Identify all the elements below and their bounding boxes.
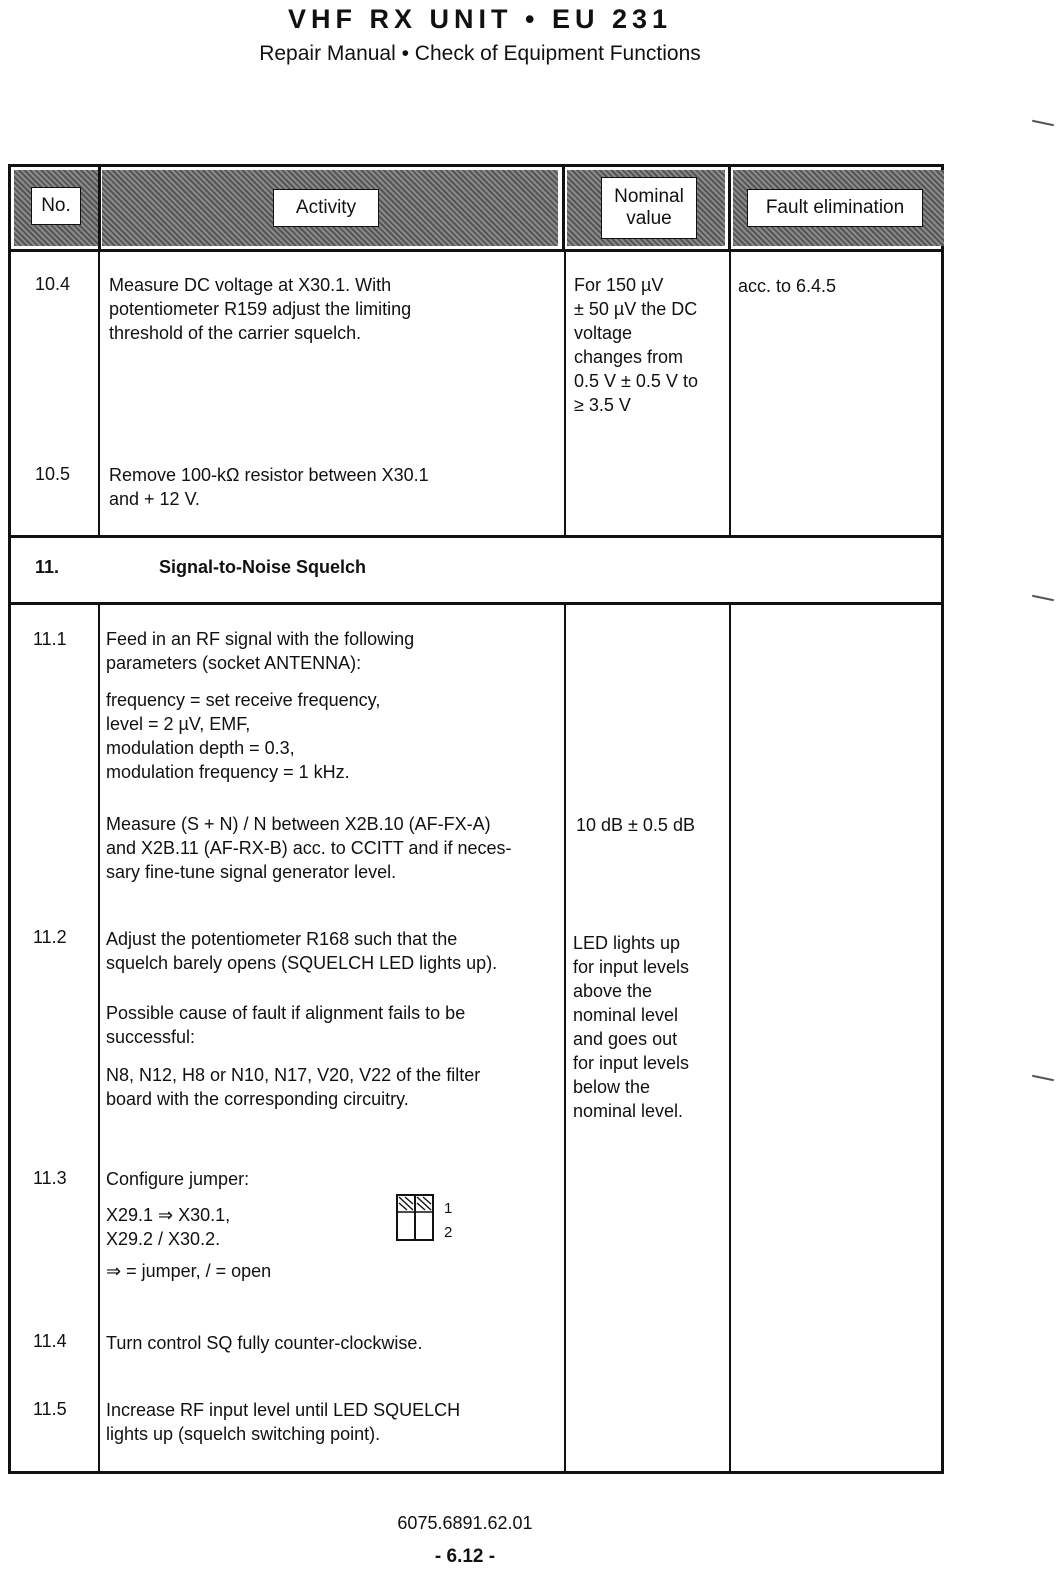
column-divider (98, 167, 101, 249)
activity-line: board with the corresponding circuitry. (106, 1089, 409, 1109)
nominal-line: nominal level (573, 1005, 679, 1025)
check-table (8, 164, 944, 1474)
col-header-nominal-line2: value (626, 208, 672, 229)
col-header-fault: Fault elimination (747, 189, 923, 227)
margin-mark (1032, 1075, 1054, 1082)
column-divider (564, 605, 566, 1471)
nominal-line: for input levels (573, 1053, 690, 1073)
nominal-line: for input levels (573, 957, 690, 977)
row-number: 11.3 (33, 1168, 67, 1188)
nominal-line: ± 50 µV the DC (574, 299, 698, 319)
section-number: 11. (35, 557, 60, 577)
column-divider (564, 252, 566, 535)
activity-line: Remove 100-kΩ resistor between X30.1 (109, 465, 429, 485)
nominal-line: and goes out (573, 1029, 678, 1049)
activity-line: Turn control SQ fully counter-clockwise. (106, 1333, 423, 1353)
document-code: 6075.6891.62.01 (397, 1513, 533, 1533)
activity-line: Increase RF input level until LED SQUELCH (106, 1400, 461, 1420)
page-title: VHF RX UNIT • EU 231 (287, 4, 672, 34)
activity-line: X29.2 / X30.2. (106, 1229, 221, 1249)
activity-line: modulation depth = 0.3, (106, 738, 295, 758)
jumper-label-1: 1 (444, 1200, 453, 1217)
col-header-nominal-line1: Nominal (614, 186, 684, 207)
activity-line: Configure jumper: (106, 1169, 250, 1189)
activity-line: Adjust the potentiometer R168 such that the (106, 929, 458, 949)
column-divider (728, 167, 731, 249)
nominal-line: 10 dB ± 0.5 dB (576, 815, 695, 835)
page-subtitle: Repair Manual • Check of Equipment Functions (259, 42, 701, 65)
activity-line: threshold of the carrier squelch. (109, 323, 362, 343)
activity-line: squelch barely opens (SQUELCH LED lights up). (106, 953, 498, 973)
row-number: 11.1 (33, 629, 67, 649)
activity-line: N8, N12, H8 or N10, N17, V20, V22 of the filter (106, 1065, 481, 1085)
nominal-line: below the (573, 1077, 651, 1097)
nominal-line: ≥ 3.5 V (574, 395, 631, 415)
activity-line: ⇒ = jumper, / = open (106, 1261, 272, 1281)
nominal-line: For 150 µV (574, 275, 664, 295)
nominal-line: changes from (574, 347, 684, 367)
column-divider (562, 167, 565, 249)
activity-line: level = 2 µV, EMF, (106, 714, 251, 734)
row-number: 10.4 (35, 274, 71, 294)
activity-line: parameters (socket ANTENNA): (106, 653, 362, 673)
activity-line: frequency = set receive frequency, (106, 690, 381, 710)
jumper-diagram (396, 1194, 436, 1242)
col-header-no: No. (31, 187, 81, 225)
jumper-label-2: 2 (444, 1224, 453, 1241)
column-divider (98, 252, 100, 535)
activity-line: potentiometer R159 adjust the limiting (109, 299, 412, 319)
activity-line: Possible cause of fault if alignment fails to be (106, 1003, 466, 1023)
activity-line: sary fine-tune signal generator level. (106, 862, 397, 882)
activity-line: and X2B.11 (AF-RX-B) acc. to CCITT and if neces- (106, 838, 512, 858)
nominal-line: LED lights up (573, 933, 681, 953)
row-number: 11.2 (33, 927, 67, 947)
col-header-activity: Activity (273, 189, 379, 227)
column-divider (98, 605, 100, 1471)
header-bottom-rule (11, 249, 941, 252)
margin-mark (1032, 120, 1054, 127)
activity-line: and + 12 V. (109, 489, 200, 509)
activity-line: Measure (S + N) / N between X2B.10 (AF-FX-A) (106, 814, 491, 834)
row-number: 10.5 (35, 464, 71, 484)
section-top-rule (11, 535, 941, 538)
activity-line: Measure DC voltage at X30.1. With (109, 275, 392, 295)
nominal-line: above the (573, 981, 653, 1001)
activity-line: lights up (squelch switching point). (106, 1424, 381, 1444)
activity-line: successful: (106, 1027, 196, 1047)
section-title: Signal-to-Noise Squelch (159, 557, 367, 577)
nominal-line: nominal level. (573, 1101, 684, 1121)
nominal-line: voltage (574, 323, 633, 343)
row-number: 11.4 (33, 1331, 67, 1351)
activity-line: modulation frequency = 1 kHz. (106, 762, 350, 782)
row-number: 11.5 (33, 1399, 67, 1419)
activity-line: Feed in an RF signal with the following (106, 629, 415, 649)
page-number: - 6.12 - (434, 1546, 496, 1567)
section-bottom-rule (11, 602, 941, 605)
nominal-line: 0.5 V ± 0.5 V to (574, 371, 698, 391)
activity-line: X29.1 ⇒ X30.1, (106, 1205, 231, 1225)
margin-mark (1032, 595, 1054, 602)
column-divider (729, 605, 731, 1471)
column-divider (729, 252, 731, 535)
fault-text: acc. to 6.4.5 (738, 276, 837, 296)
col-header-nominal (601, 177, 697, 239)
